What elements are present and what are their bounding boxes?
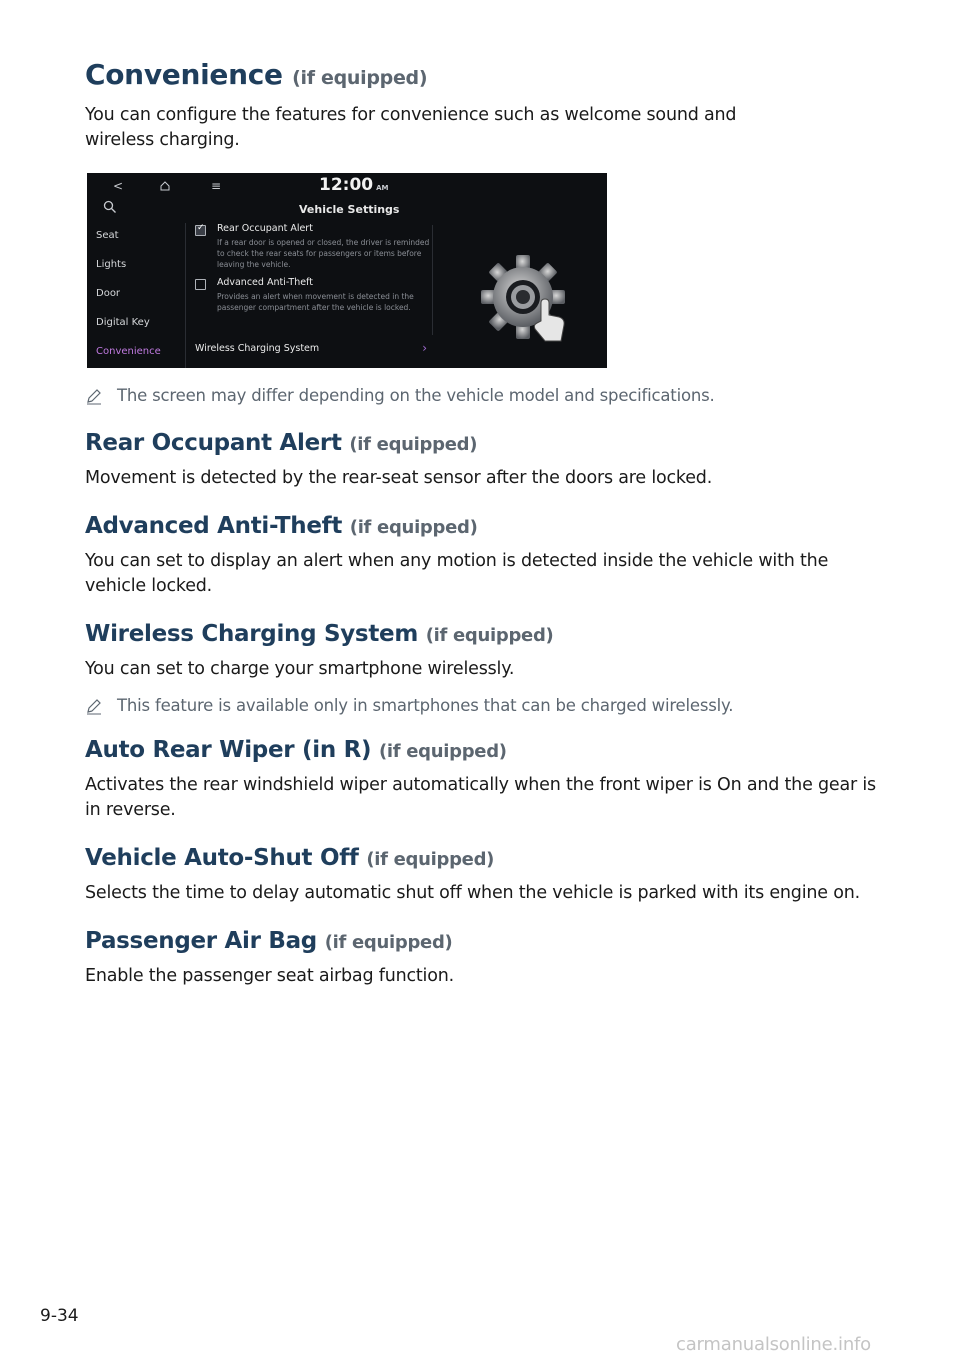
section-heading-rear-occupant-alert xyxy=(85,430,885,456)
screen-topbar xyxy=(87,173,607,201)
option-rear-occupant-alert xyxy=(195,223,430,270)
note-text: The screen may differ depending on the vehicle model and specifications. xyxy=(117,386,715,405)
note-screen-differ xyxy=(85,386,885,405)
menu-icon: ≡ xyxy=(211,179,222,193)
section-body: Activates the rear windshield wiper automatically when the front wiper is On and the gear is in reverse. xyxy=(85,775,876,820)
section-heading-passenger-air-bag xyxy=(85,928,885,954)
option-description: If a rear door is opened or closed, the driver is reminded to check the rear seats for passengers or items before leaving the vehicle. xyxy=(217,238,430,269)
if-equipped-label: (if equipped) xyxy=(425,625,554,646)
back-icon: < xyxy=(113,179,124,193)
clock-time: 12:00 xyxy=(319,175,374,195)
sidebar-item-door: Door xyxy=(96,288,121,299)
page-number: 9-34 xyxy=(40,1306,79,1326)
if-equipped-label: (if equipped) xyxy=(366,849,495,870)
option-title: Wireless Charging System xyxy=(195,343,320,354)
page-content xyxy=(85,58,885,989)
option-advanced-anti-theft xyxy=(195,277,430,313)
option-title: Advanced Anti-Theft xyxy=(217,277,313,288)
page-title xyxy=(85,58,885,91)
clock-ampm: AM xyxy=(376,184,389,192)
sidebar-divider xyxy=(185,223,186,368)
search-icon xyxy=(103,200,117,214)
section-heading-vehicle-auto-shut-off xyxy=(85,845,885,871)
option-wireless-charging xyxy=(195,343,427,354)
section-body: You can set to charge your smartphone wirelessly. xyxy=(85,659,515,679)
content-divider xyxy=(432,225,433,335)
section-heading-auto-rear-wiper xyxy=(85,737,885,763)
pencil-note-icon xyxy=(85,697,103,715)
section-heading-advanced-anti-theft xyxy=(85,513,885,539)
checkbox-unchecked xyxy=(195,279,206,290)
note-text: This feature is available only in smartphones that can be charged wirelessly. xyxy=(117,696,734,715)
settings-sidebar xyxy=(87,223,183,368)
pencil-note-icon xyxy=(85,387,103,405)
home-icon xyxy=(160,181,170,191)
settings-gear-icon xyxy=(479,253,575,349)
watermark-text: carmanualsonline.info xyxy=(676,1334,871,1355)
clock xyxy=(319,175,389,195)
chevron-right-icon: › xyxy=(422,341,427,355)
section-body: Selects the time to delay automatic shut off when the vehicle is parked with its engine on. xyxy=(85,883,860,903)
if-equipped-label: (if equipped) xyxy=(378,741,507,762)
sidebar-item-convenience: Convenience xyxy=(96,346,161,357)
title-text: Convenience xyxy=(85,58,283,91)
section-body: Enable the passenger seat airbag function. xyxy=(85,966,454,986)
option-title: Rear Occupant Alert xyxy=(217,223,313,234)
heading-text: Vehicle Auto-Shut Off xyxy=(85,845,359,871)
if-equipped-label: (if equipped) xyxy=(349,434,478,455)
note-wireless-only xyxy=(85,696,885,715)
heading-text: Advanced Anti-Theft xyxy=(85,513,343,539)
checkbox-checked xyxy=(195,225,206,236)
if-equipped-label: (if equipped) xyxy=(292,67,428,89)
section-body: You can set to display an alert when any motion is detected inside the vehicle with the vehicle locked. xyxy=(85,551,829,596)
heading-text: Rear Occupant Alert xyxy=(85,430,342,456)
section-body: Movement is detected by the rear-seat sensor after the doors are locked. xyxy=(85,468,713,488)
if-equipped-label: (if equipped) xyxy=(324,932,453,953)
option-description: Provides an alert when movement is detected in the passenger compartment after the vehicle is locked. xyxy=(217,292,414,312)
heading-text: Wireless Charging System xyxy=(85,621,418,647)
section-heading-wireless-charging xyxy=(85,621,885,647)
vehicle-settings-screenshot xyxy=(87,173,607,368)
sidebar-item-lights: Lights xyxy=(96,259,127,270)
if-equipped-label: (if equipped) xyxy=(349,517,478,538)
sidebar-item-seat: Seat xyxy=(96,230,119,241)
heading-text: Auto Rear Wiper (in R) xyxy=(85,737,372,763)
options-list xyxy=(195,223,430,313)
intro-paragraph: You can configure the features for convenience such as welcome sound and wireless charging. xyxy=(85,105,737,150)
heading-text: Passenger Air Bag xyxy=(85,928,317,954)
screen-title: Vehicle Settings xyxy=(299,203,400,216)
sidebar-item-digital-key: Digital Key xyxy=(96,317,150,328)
